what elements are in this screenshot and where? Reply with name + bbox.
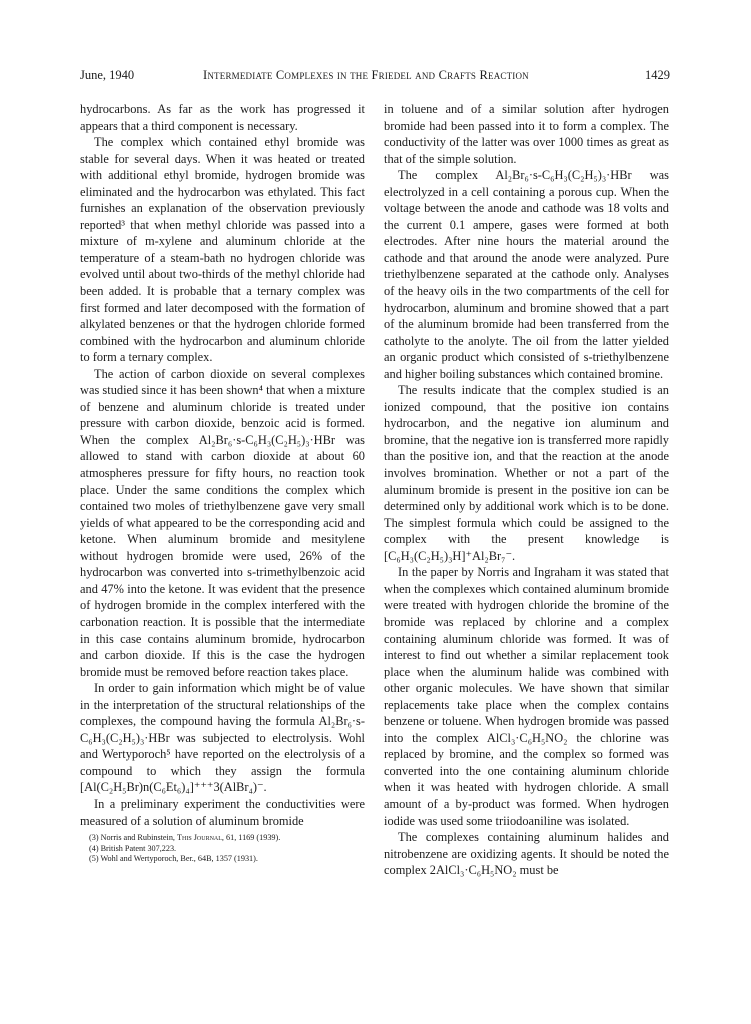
right-paragraph-2: The complex Al₂Br₆·s-C₆H₃(C₂H₅)₃·HBr was electrolyzed in a cell containing a porous cup. When the voltage between the anode and cathode was 18 volts and the current 0.1 ampere, gases were formed at both electrodes. After nine hours the material around the cathode and that around the anode were analyzed. Pure triethylbenzene separated at the cathode only. Analyses of the heavy oils in the two compartments of the cell for hydrocarbon, aluminum and bromine showed that a part of the aluminum bromide had been transferred from the catholyte to the anolyte. The oil from the latter yielded an organic product which consisted of s-triethylbenzene and higher boiling substances which contained bromine. <box>384 168 669 381</box>
footnote-3-journal: This Journal, <box>177 833 224 843</box>
right-column <box>384 101 669 879</box>
running-head <box>80 68 670 88</box>
right-paragraph-4: In the paper by Norris and Ingraham it was stated that when the complexes which contained aluminum bromide were treated with hydrogen chloride the bromine of the bromide was replaced by chlorine and a complex containing aluminum chloride was formed. It was of interest to find out whether a similar replacement took place when the aluminum halide was combined with other organic molecules. We have shown that similar replacements take place when the complex contains benzene or toluene. When hydrogen bromide was passed into the complex AlCl₃·C₆H₅NO₂ the chlorine was replaced by bromine, and the complex so formed was converted into the one containing aluminum chloride when it was heated with hydrogen chloride. A small amount of a by-product was formed. When hydrogen iodide was used some triiodoaniline was isolated. <box>384 565 669 828</box>
footnote-3-author: (3) Norris and Rubinstein, <box>89 833 175 843</box>
left-paragraph-5: In a preliminary experiment the conductivities were measured of a solution of aluminum bromide <box>80 796 365 828</box>
left-paragraph-3: The action of carbon dioxide on several complexes was studied since it has been shown⁴ that when a mixture of benzene and aluminum chloride is treated under pressure with carbon dioxide, benzoic acid is formed. When the complex Al₂Br₆·s-C₆H₃(C₂H₅)₃·HBr was allowed to stand with carbon dioxide at about 60 atmospheres pressure for fifty hours, no reaction took place. Under the same conditions the complex which contained two moles of triethylbenzene gave very small yields of what appeared to be the corresponding acid and ketone. When aluminum bromide and mesitylene without hydrogen bromide were used, 26% of the hydrocarbon was converted into s-trimethylbenzoic acid and 47% into the ketone. It was evident that the presence of hydrogen bromide in the complex interfered with the carbonation reaction. It is possible that the intermediate in this case contains aluminum bromide, hydrocarbon and carbon dioxide. If this is the case the hydrogen bromide must be removed before reaction takes place. <box>80 366 365 679</box>
footnote-5: (5) Wohl and Wertyporoch, Ber., 64B, 1357 (1931). <box>89 854 258 864</box>
right-paragraph-3: The results indicate that the complex studied is an ionized compound, that the positive ion contains hydrocarbon, and the negative ion aluminum and bromine, that the negative ion is transferred more rapidly than the positive ion, and that the reaction at the anode involves bromination. Whether or not a part of the aluminum bromide is present in the positive ion can be determined only by additional work which is to be done. The simplest formula which could be assigned to the complex with the present knowledge is [C₆H₃(C₂H₅)₃H]⁺Al₂Br₇⁻. <box>384 383 669 563</box>
footnote-4: (4) British Patent 307,223. <box>89 843 177 853</box>
left-paragraph-4: In order to gain information which might be of value in the interpretation of the structural relationships of the complexes, the compound having the formula Al₂Br₆·s-C₆H₃(C₂H₅)₃·HBr was subjected to electrolysis. Wohl and Wertyporoch⁵ have reported on the electrolysis of a compound to which they assign the formula [Al(C₂H₅Br)n(C₆Et₆)₄]⁺⁺⁺3(AlBr₄)⁻. <box>80 681 365 795</box>
left-paragraph-1: hydrocarbons. As far as the work has progressed it appears that a third component is necessary. <box>80 102 365 133</box>
page-number: 1429 <box>645 68 670 82</box>
running-title: Intermediate Complexes in the Friedel and Crafts Reaction <box>203 68 529 82</box>
right-paragraph-1: in toluene and of a similar solution after hydrogen bromide had been passed into it to form a complex. The conductivity of the latter was over 1000 times as great as that of the simple solution. <box>384 102 669 166</box>
footnote-3 <box>80 833 365 844</box>
right-paragraph-5: The complexes containing aluminum halides and nitrobenzene are oxidizing agents. It should be noted the complex 2AlCl₃·C₆H₅NO₂ must be <box>384 830 669 878</box>
issue-date: June, 1940 <box>80 68 135 82</box>
left-paragraph-2: The complex which contained ethyl bromide was stable for several days. When it was heated or treated with additional ethyl bromide, hydrogen bromide was eliminated and the hydrocarbon was ethylated. This fact furnishes an explanation of the observation previously reported³ that when methyl chloride was passed into a mixture of m-xylene and aluminum chloride at the temperature of a steam-bath no hydrogen chloride was evolved until about two-thirds of the methyl chloride had been added. It is probable that a ternary complex was first formed and later decomposed with the formation of alkylated benzenes or that the hydrogen chloride formed combined with the hydrocarbon and aluminum chloride to form a ternary complex. <box>80 135 365 365</box>
footnotes <box>80 833 365 865</box>
footnote-3-ref: 61, 1169 (1939). <box>226 833 281 843</box>
left-column <box>80 101 365 865</box>
